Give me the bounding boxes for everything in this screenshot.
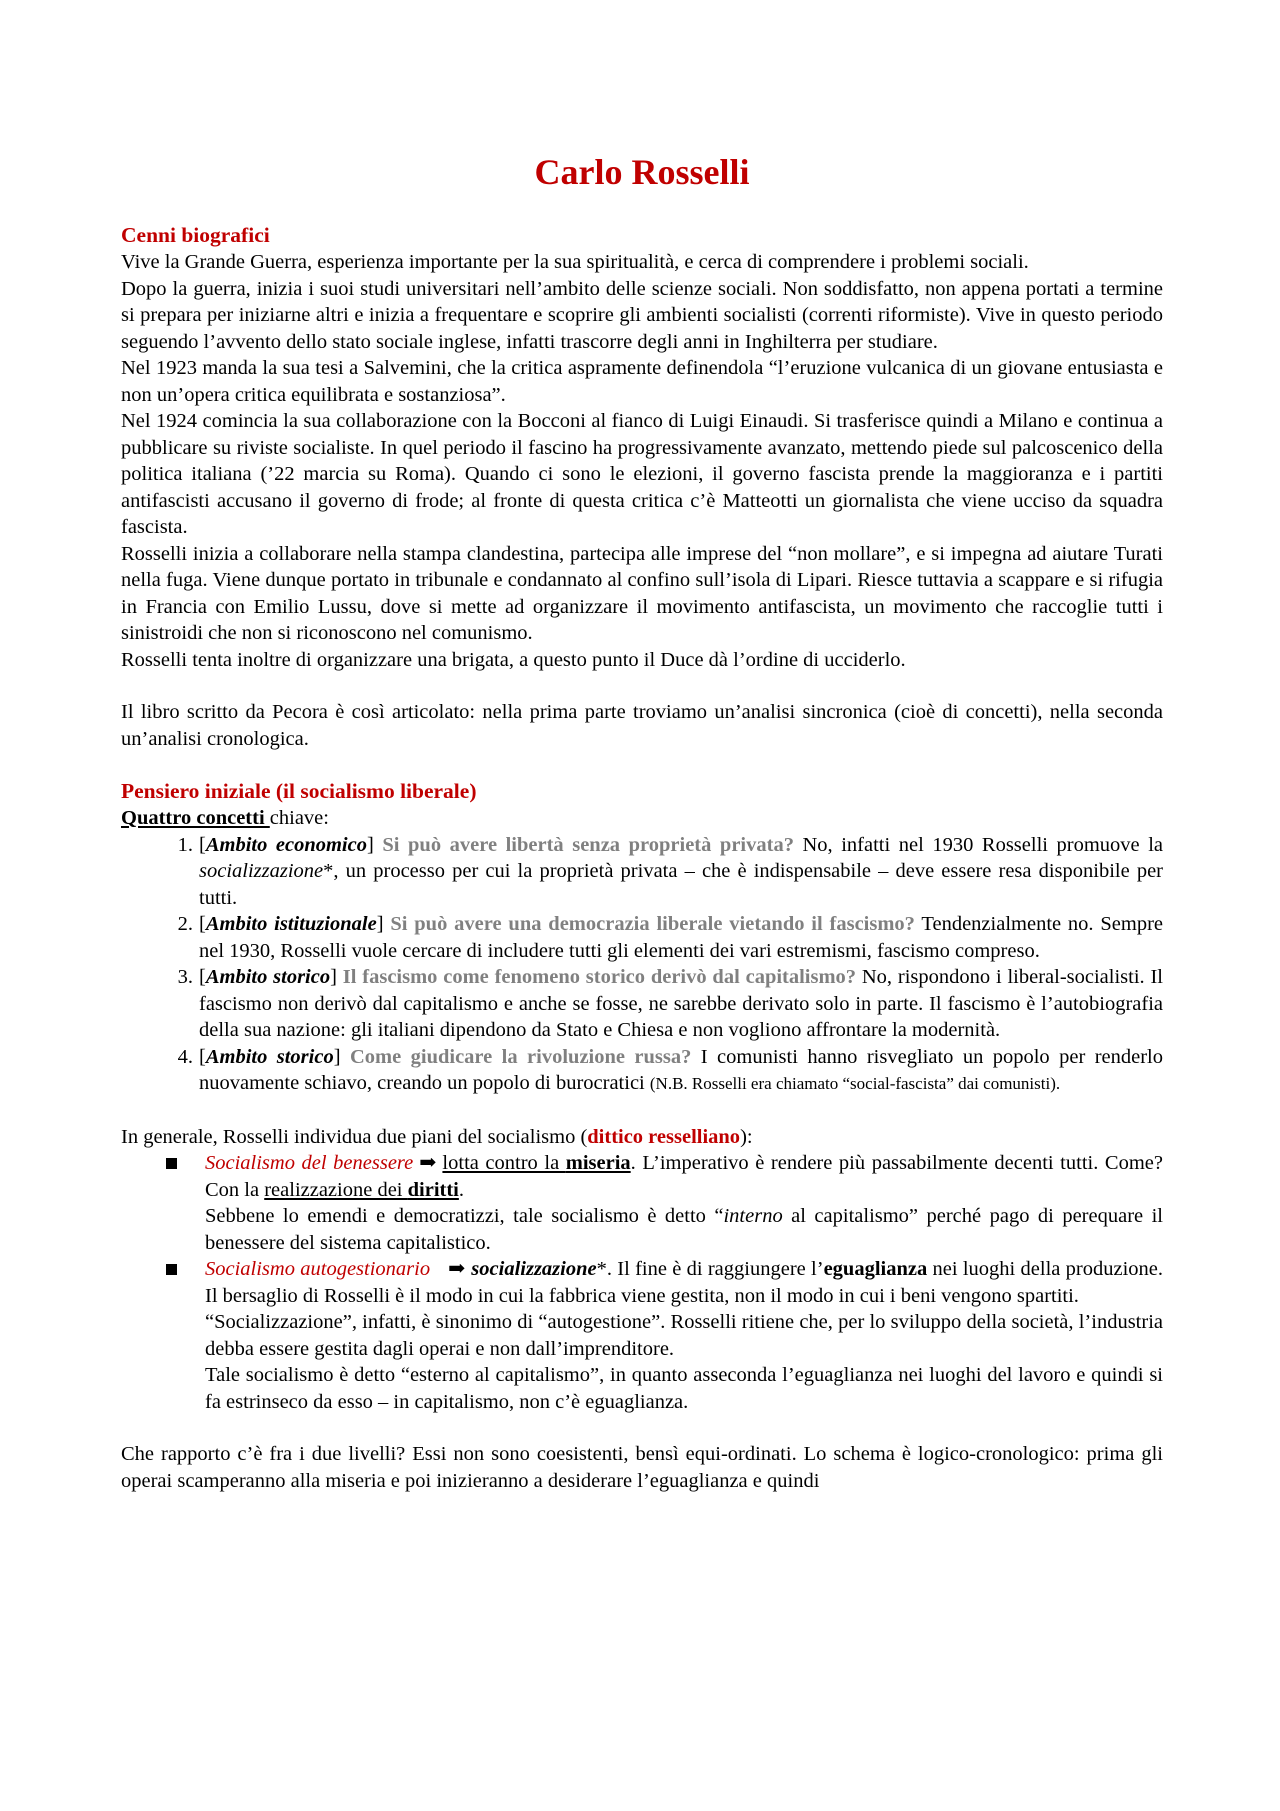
bullet-text: . L’imperativo è rendere più passabilmente decenti tutti. Come? Con la	[205, 1152, 1163, 1201]
list-number: 2.	[177, 913, 193, 935]
arrow-right-icon: ➡	[419, 1152, 437, 1174]
dittico-intro-text: In generale, Rosselli individua due piani del socialismo (	[121, 1125, 588, 1148]
underlined-bold-text: miseria	[565, 1152, 631, 1174]
concept-text: I comunisti hanno risvegliato un popolo per renderlo nuovamente schiavo, creando un popolo di burocratici	[199, 1045, 1164, 1094]
bullet-text: al capitalismo” perché pago di perequare il benessere del sistema capitalistico.	[205, 1205, 1163, 1254]
ambit-label: Ambito economico	[205, 833, 367, 856]
concepts-intro-underlined: Quattro concetti	[121, 807, 270, 829]
paragraph: Vive la Grande Guerra, esperienza importante per la sua spiritualità, e cerca di comprendere i problemi sociali.	[121, 251, 1029, 273]
section-heading-biografia: Cenni biografici	[121, 223, 270, 247]
bracket-open: [	[199, 913, 206, 935]
list-item	[121, 911, 1163, 964]
concept-text: *, un processo per cui la proprietà privata – che è indispensabile – deve essere resa disponibile per tutti.	[199, 860, 1163, 909]
spacer	[121, 673, 1163, 699]
socialism-label: Socialismo autogestionario	[205, 1258, 431, 1280]
italic-text: interno	[723, 1205, 783, 1227]
bracket-close: ]	[330, 966, 343, 988]
concept-question: Si può avere libertà senza proprietà privata?	[382, 833, 794, 856]
paragraph: Nel 1924 comincia la sua collaborazione con la Bocconi al fianco di Luigi Einaudi. Si trasferisce quindi a Milano e continua a pubblicare su riviste socialiste. In quel periodo il fascino ha progressivamente avanzato, mettendo piede sul palcoscenico della politica italiana (’22 marcia su Roma). Quando ci sono le elezioni, il governo fascista prende la maggioranza e i partiti antifascisti accusano il governo di frode; al fronte di questa critica c’è Matteotti un giornalista che viene ucciso da squadra fascista.	[121, 410, 1163, 538]
bracket-close: ]	[376, 913, 391, 935]
paragraph: Dopo la guerra, inizia i suoi studi universitari nell’ambito delle scienze sociali. Non soddisfatto, non appena portati a termine si prepara per iniziarne altri e inizia a frequentare e scoprire gli ambienti socialisti (correnti riformiste). Vive in questo periodo seguendo l’avvento dello stato sociale inglese, infatti trascorre degli anni in Inghilterra per studiare.	[121, 277, 1163, 353]
bold-text: eguaglianza	[823, 1258, 928, 1280]
concepts-intro-rest: chiave:	[269, 807, 329, 829]
concept-question: Il fascismo come fenomeno storico derivò dal capitalismo?	[342, 966, 857, 988]
concept-question: Come giudicare la rivoluzione russa?	[349, 1045, 692, 1068]
underlined-text: lotta contro la	[442, 1152, 566, 1174]
bracket-close: ]	[366, 833, 383, 856]
spacer	[121, 1098, 1163, 1124]
dittico-term: dittico resselliano	[587, 1125, 741, 1148]
bullet-text: nei luoghi della produzione. Il bersaglio di Rosselli è il modo in cui la fabbrica viene gestita, non il modo in cui i beni vengono spartiti.	[205, 1258, 1164, 1307]
bullet-text: “Socializzazione”, infatti, è sinonimo di “autogestione”. Rosselli ritiene che, per lo sviluppo della società, l’industria debba essere gestita dagli operai e non dall’imprenditore.	[205, 1311, 1163, 1360]
spacer	[121, 1415, 1163, 1441]
list-item	[121, 964, 1163, 1044]
ambit-label: Ambito storico	[205, 966, 331, 988]
list-item	[121, 1256, 1163, 1415]
bullet-text: *. Il fine è di raggiungere l’	[596, 1258, 824, 1280]
underlined-bold-text: diritti	[407, 1178, 459, 1201]
underlined-text: realizzazione dei	[264, 1178, 408, 1201]
paragraph: Rosselli tenta inoltre di organizzare una brigata, a questo punto il Duce dà l’ordine di ucciderlo.	[121, 648, 906, 671]
section-heading-pensiero: Pensiero iniziale (il socialismo liberale)	[121, 779, 477, 803]
paragraph: Rosselli inizia a collaborare nella stampa clandestina, partecipa alle imprese del “non mollare”, e si impegna ad aiutare Turati nella fuga. Viene dunque portato in tribunale e condannato al confino sull’isola di Lipari. Riesce tuttavia a scappare e si rifugia in Francia con Emilio Lussu, dove si mette ad organizzare il movimento antifascista, un movimento che raccoglie tutti i sinistroidi che non si riconoscono nel comunismo.	[121, 542, 1163, 644]
square-bullet-icon	[166, 1158, 177, 1169]
bracket-open: [	[199, 966, 206, 988]
ambit-label: Ambito istituzionale	[205, 913, 377, 935]
bold-italic-text: socializzazione	[471, 1258, 597, 1280]
paragraph: Nel 1923 manda la sua tesi a Salvemini, che la critica aspramente definendola “l’eruzione vulcanica di un giovane entusiasta e non un’opera critica equilibrata e sostanziosa”.	[121, 357, 1163, 406]
paragraph: Che rapporto c’è fra i due livelli? Essi non sono coesistenti, bensì equi-ordinati. Lo schema è logico-cronologico: prima gli operai scamperanno alla miseria e poi inizieranno a desiderare l’eguaglianza e quindi	[121, 1443, 1163, 1492]
document-body	[121, 150, 1163, 1494]
concept-text: No, rispondono i liberal-socialisti. Il fascismo non derivò dal capitalismo e anche se fosse, ne sarebbe derivato solo in parte. Il fascismo è l’autobiografia della sua nazione: gli italiani dipendono da Stato e Chiesa e non vogliono affrontare la modernità.	[199, 966, 1163, 1041]
bracket-open: [	[199, 1045, 206, 1068]
page-title: Carlo Rosselli	[534, 152, 750, 192]
bracket-close: ]	[333, 1045, 350, 1068]
spacer	[121, 752, 1163, 778]
ambit-label: Ambito storico	[205, 1045, 334, 1068]
arrow-right-icon: ➡	[448, 1258, 466, 1280]
socialism-label: Socialismo del benessere	[205, 1152, 414, 1174]
concept-question: Si può avere una democrazia liberale vietando il fascismo?	[390, 913, 915, 935]
concepts-intro	[121, 805, 1163, 832]
bullet-text: Sebbene lo emendi e democratizzi, tale socialismo è detto “	[205, 1205, 724, 1227]
list-item	[121, 1150, 1163, 1256]
concepts-list	[121, 832, 1163, 1098]
list-item	[121, 1044, 1163, 1098]
list-number: 4.	[177, 1045, 193, 1068]
bracket-open: [	[199, 833, 206, 856]
bullet-text: .	[458, 1178, 464, 1201]
bullet-text: Tale socialismo è detto “esterno al capitalismo”, in quanto asseconda l’eguaglianza nei luoghi del lavoro e quindi si fa estrinseco da esso – in capitalismo, non c’è eguaglianza.	[205, 1364, 1163, 1413]
list-number: 3.	[177, 966, 193, 988]
paragraph: Il libro scritto da Pecora è così articolato: nella prima parte troviamo un’analisi sincronica (cioè di concetti), nella seconda un’analisi cronologica.	[121, 701, 1163, 750]
concept-italic: socializzazione	[199, 860, 324, 882]
concept-note: (N.B. Rosselli era chiamato “social-fascista” dai comunisti).	[649, 1074, 1061, 1093]
concept-text: No, infatti nel 1930 Rosselli promuove la	[793, 833, 1163, 856]
dittico-intro	[121, 1124, 1163, 1151]
dittico-intro-text: ):	[740, 1125, 753, 1148]
list-number: 1.	[177, 833, 193, 856]
list-item	[121, 832, 1163, 912]
socialism-list	[121, 1150, 1163, 1415]
square-bullet-icon	[166, 1264, 177, 1275]
concept-text: Tendenzialmente no. Sempre nel 1930, Rosselli vuole cercare di includere tutti gli elementi dei vari estremismi, fascismo compreso.	[199, 913, 1164, 962]
